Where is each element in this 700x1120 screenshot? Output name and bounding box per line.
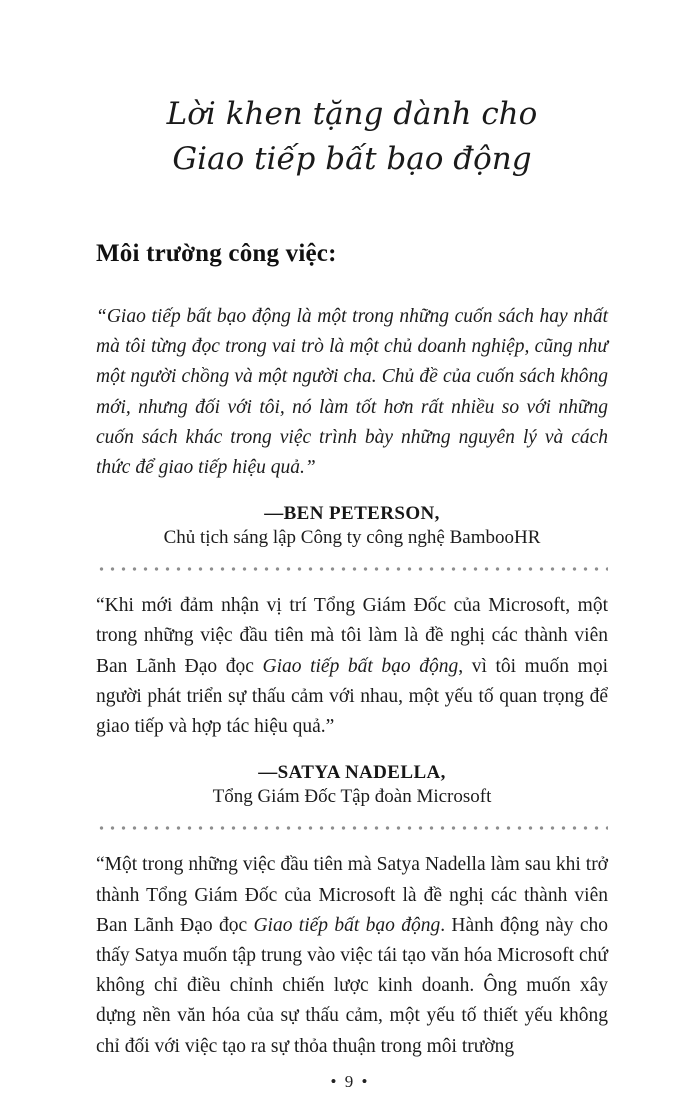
dotted-divider-2	[96, 824, 608, 832]
quote-block-continuation	[96, 850, 608, 1062]
quote-text: “Khi mới đảm nhận vị trí Tổng Giám Đốc của Microsoft, một trong những việc đầu tiên mà tôi làm là đề nghị các thành viên Ban Lãnh Đạo đọc Giao tiếp bất bạo động, vì tôi muốn mọi người phát triển sự thấu cảm với nhau, một yếu tố quan trọng để giao tiếp và hợp tác hiệu quả.”	[96, 595, 608, 738]
attribution-name: —SATYA NADELLA,	[258, 762, 446, 784]
attribution-name: —BEN PETERSON,	[264, 503, 440, 525]
quote-block-satya-nadella	[96, 591, 608, 808]
section-heading: Môi trường công việc:	[96, 239, 337, 267]
quote-block-ben-peterson	[96, 302, 608, 549]
quote-text: “Một trong những việc đầu tiên mà Satya Nadella làm sau khi trở thành Tổng Giám Đốc của Microsoft là đề nghị các thành viên Ban Lãnh Đạo đọc Giao tiếp bất bạo động. Hành động này cho thấy Satya muốn tập trung vào việc tái tạo văn hóa Microsoft chứ không chỉ điều chỉnh chiến lược kinh doanh. Ông muốn xây dựng nền văn hóa của sự thấu cảm, một yếu tố thiết yếu không chỉ đối với việc tạo ra sự thỏa thuận trong môi trường	[96, 854, 608, 1057]
title-line-1: Lời khen tặng dành cho	[166, 96, 538, 132]
quote-text: “Giao tiếp bất bạo động là một trong những cuốn sách hay nhất mà tôi từng đọc trong vai trò là một chủ doanh nghiệp, cũng như một người chồng và một người cha. Chủ đề của cuốn sách không mới, nhưng đối với tôi, nó làm tốt hơn rất nhiều so với những cuốn sách khác trong việc trình bày những nguyên lý và cách thức để giao tiếp hiệu quả.”	[96, 305, 608, 478]
dotted-divider-1	[96, 565, 608, 573]
attribution-role: Tổng Giám Đốc Tập đoàn Microsoft	[212, 786, 492, 808]
title-line-2: Giao tiếp bất bạo động	[172, 140, 532, 177]
attribution-role: Chủ tịch sáng lập Công ty công nghệ BambooHR	[163, 527, 541, 549]
page-title	[96, 92, 608, 182]
page-number: • 9 •	[330, 1072, 370, 1091]
